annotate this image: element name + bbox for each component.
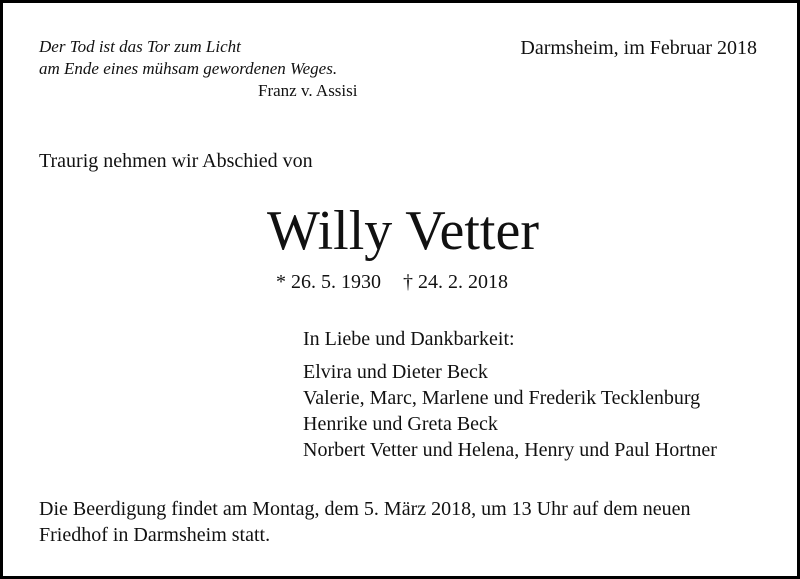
life-dates [276,270,508,294]
quote-author: Franz v. Assisi [258,81,358,100]
quote [39,36,337,80]
deceased-name: Willy Vetter [267,200,539,262]
quote-line-1: Der Tod ist das Tor zum Licht [39,37,241,56]
quote-line-2: am Ende eines mühsam gewordenen Weges. [39,59,338,78]
mourners-list [303,359,717,463]
funeral-line-1: Die Beerdigung findet am Montag, dem 5. März 2018, um 13 Uhr auf dem neuen [39,498,691,520]
birth-date: * 26. 5. 1930 [276,271,381,293]
mourner-item: Elvira und Dieter Beck [303,361,488,383]
mourner-item: Valerie, Marc, Marlene und Frederik Tecklenburg [303,387,701,409]
place-date: Darmsheim, im Februar 2018 [520,37,757,59]
intro-text: Traurig nehmen wir Abschied von [39,150,313,172]
funeral-notice [39,496,691,548]
mourner-item: Norbert Vetter und Helena, Henry und Paul Hortner [303,439,717,461]
funeral-line-2: Friedhof in Darmsheim statt. [39,524,271,546]
thanks-heading: In Liebe und Dankbarkeit: [303,328,515,350]
mourner-item: Henrike und Greta Beck [303,413,498,435]
death-date: † 24. 2. 2018 [403,271,508,293]
